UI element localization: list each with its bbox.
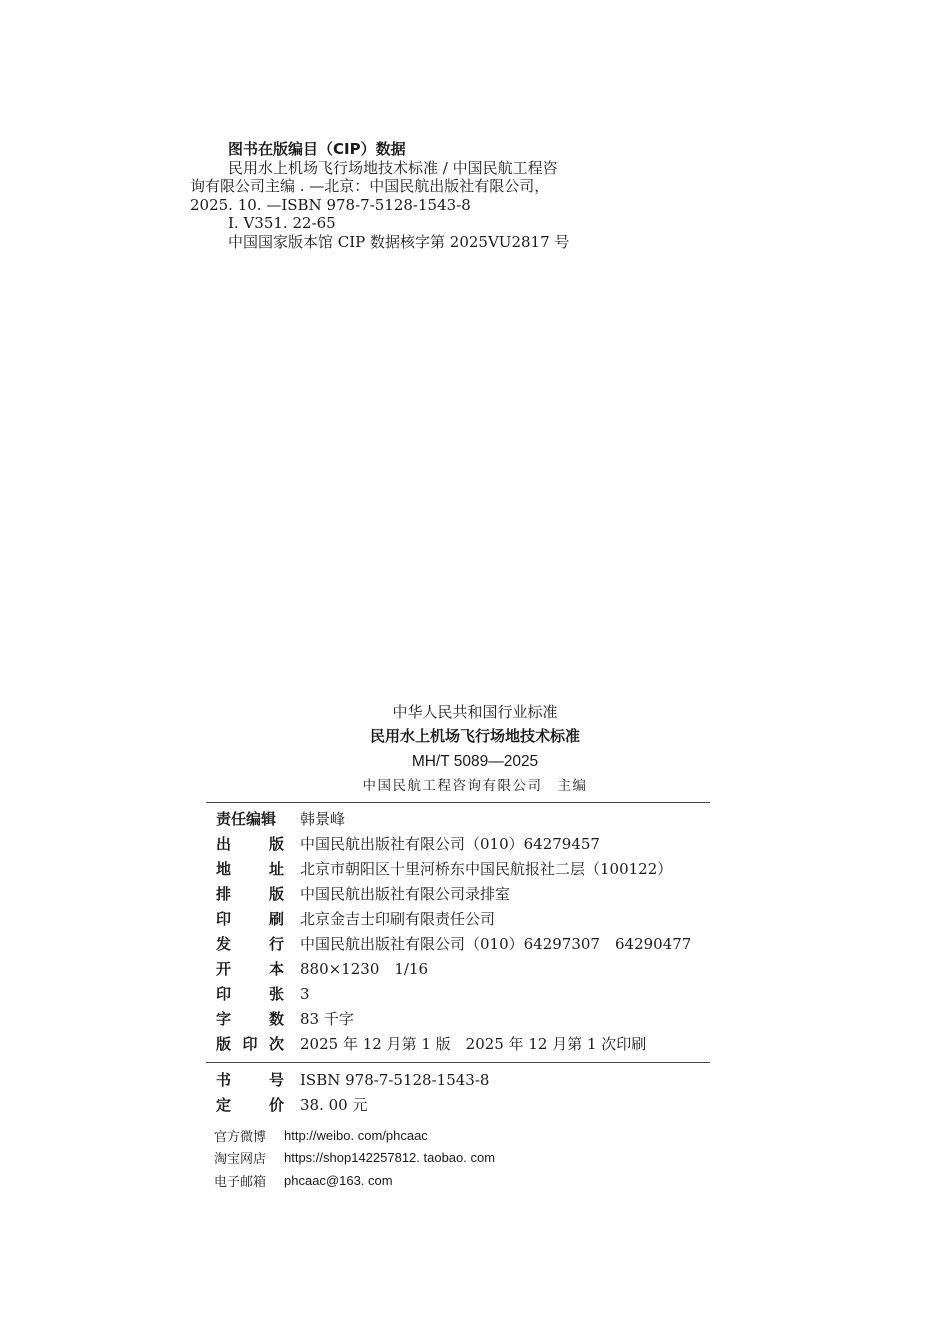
cip-line: 询有限公司主编 . —北京：中国民航出版社有限公司， [190,177,550,195]
info-label: 印 张 [216,985,284,1003]
contact-row-email [214,1169,495,1192]
divider [206,1062,710,1063]
contact-label: 官方微博 [214,1129,267,1145]
info-row-format [216,956,691,981]
cip-line: 2025. 10. —ISBN 978-7-5128-1543-8 [190,195,471,214]
info-row-price [216,1092,489,1117]
publishing-info [216,806,691,1056]
info-label: 发 行 [216,935,284,953]
info-row-typesetting [216,881,691,906]
isbn-price-info [216,1067,489,1117]
info-label: 印 刷 [216,910,284,928]
contact-row-taobao [214,1147,495,1170]
contact-row-weibo [214,1124,495,1147]
info-label: 书 号 [216,1071,284,1089]
info-value: 韩景峰 [300,810,346,828]
colophon-header [0,700,950,799]
series-name: 中华人民共和国行业标准 [392,703,558,721]
info-row-printing [216,906,691,931]
cip-line: 民用水上机场飞行场地技术标准 / 中国民航工程咨 [228,158,558,177]
info-row-sheets [216,981,691,1006]
info-value: 中国民航出版社有限公司录排室 [300,885,511,903]
info-label: 定 价 [216,1096,284,1114]
info-row-address [216,856,691,881]
contact-info [214,1124,495,1192]
info-value: 38. 00 元 [300,1096,368,1114]
info-value: 83 千字 [300,1010,354,1028]
info-label: 责任编辑 [216,810,277,828]
cip-heading: 图书在版编目（CIP）数据 [228,140,406,158]
chief-editor: 中国民航工程咨询有限公司 主编 [362,778,588,794]
info-label: 出 版 [216,835,284,853]
info-row-edition [216,1031,691,1056]
info-value: 3 [300,984,310,1003]
info-value: 880×1230 1/16 [300,960,429,978]
info-label: 排 版 [216,885,284,903]
divider [206,802,710,803]
book-title: 民用水上机场飞行场地技术标准 [369,727,580,745]
info-row-distribution [216,931,691,956]
contact-label: 淘宝网店 [214,1152,267,1168]
weibo-link[interactable]: http://weibo. com/phcaac [284,1127,428,1143]
info-value: 中国民航出版社有限公司（010）64297307 64290477 [300,935,692,953]
info-row-editor [216,806,691,831]
info-label: 字 数 [216,1010,284,1028]
info-label: 开 本 [216,960,284,978]
email-link[interactable]: phcaac@163. com [284,1172,393,1188]
contact-label: 电子邮箱 [214,1174,267,1190]
cip-line: Ⅰ. V351. 22-65 [228,214,336,232]
taobao-link[interactable]: https://shop142257812. taobao. com [284,1150,496,1166]
info-row-isbn [216,1067,489,1092]
standard-number: MH/T 5089—2025 [411,753,539,770]
info-value: 北京金吉士印刷有限责任公司 [300,910,496,928]
info-value: 2025 年 12 月第 1 版 2025 年 12 月第 1 次印刷 [300,1035,647,1053]
info-row-word-count [216,1006,691,1031]
info-row-publisher [216,831,691,856]
info-value: ISBN 978-7-5128-1543-8 [300,1070,490,1089]
info-label: 地 址 [216,860,284,878]
info-value: 中国民航出版社有限公司（010）64279457 [300,835,600,853]
info-value: 北京市朝阳区十里河桥东中国民航报社二层（100122） [300,860,673,878]
info-label: 版 印 次 [216,1035,284,1053]
cip-line: 中国国家版本馆 CIP 数据核字第 2025VU2817 号 [228,232,570,251]
cip-data-block [190,140,569,251]
